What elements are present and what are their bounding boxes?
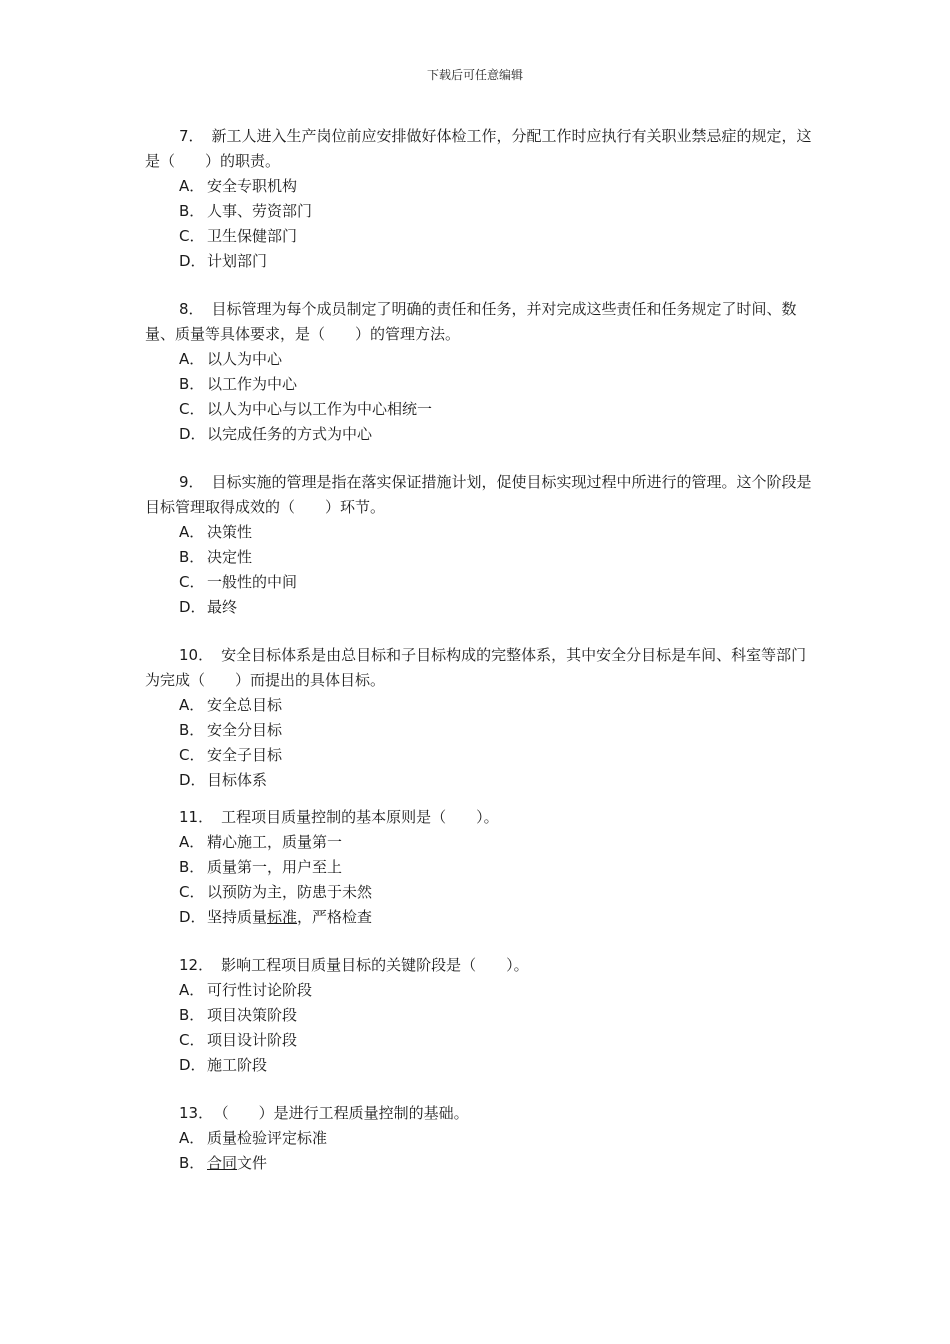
option-text: 目标体系 — [207, 771, 268, 789]
option-letter: D． — [179, 1056, 206, 1074]
option-letter: B． — [179, 721, 205, 739]
option-b — [145, 199, 815, 224]
option-c — [145, 880, 815, 905]
question-12 — [145, 953, 815, 1078]
question-text: 目标管理为每个成员制定了明确的责任和任务，并对完成这些责任和任务规定了时间、数量、质量等具体要求，是（ ）的管理方法。 — [145, 300, 797, 343]
option-letter: A． — [179, 833, 205, 851]
option-text: 以工作为中心 — [207, 375, 298, 393]
question-stem — [145, 805, 815, 830]
option-letter: C． — [179, 573, 205, 591]
option-text-post: ，严格检查 — [297, 908, 373, 926]
option-text: 计划部门 — [207, 252, 268, 270]
option-d — [145, 905, 815, 930]
option-letter: D． — [179, 425, 206, 443]
option-text: 可行性讨论阶段 — [207, 981, 313, 999]
option-letter: D． — [179, 598, 206, 616]
option-text: 一般性的中间 — [207, 573, 298, 591]
question-list — [145, 124, 815, 1199]
option-c — [145, 224, 815, 249]
option-letter: A． — [179, 350, 205, 368]
option-d — [145, 422, 815, 447]
option-text: 卫生保健部门 — [207, 227, 298, 245]
option-letter: C． — [179, 227, 205, 245]
question-11 — [145, 805, 815, 930]
option-a — [145, 1126, 815, 1151]
option-a — [145, 520, 815, 545]
option-letter: D． — [179, 252, 206, 270]
question-stem — [145, 124, 815, 174]
option-text: 安全专职机构 — [207, 177, 298, 195]
option-d — [145, 768, 815, 793]
question-13 — [145, 1101, 815, 1176]
option-d — [145, 595, 815, 620]
option-letter: C． — [179, 400, 205, 418]
option-text: 安全总目标 — [207, 696, 283, 714]
question-text: 安全目标体系是由总目标和子目标构成的完整体系，其中安全分目标是车间、科室等部门为完成（ ）而提出的具体目标。 — [145, 646, 807, 689]
question-stem — [145, 297, 815, 347]
option-letter: A． — [179, 1129, 205, 1147]
option-letter: B． — [179, 202, 205, 220]
option-text-post: 文件 — [237, 1154, 268, 1172]
option-text: 施工阶段 — [207, 1056, 268, 1074]
question-number: 7． — [179, 127, 204, 145]
option-text-link[interactable]: 标准 — [267, 908, 298, 926]
option-b — [145, 372, 815, 397]
option-text: 以人为中心与以工作为中心相统一 — [207, 400, 433, 418]
option-text: 质量第一，用户至上 — [207, 858, 343, 876]
question-8 — [145, 297, 815, 447]
question-text: 目标实施的管理是指在落实保证措施计划，促使目标实现过程中所进行的管理。这个阶段是目标管理取得成效的（ ）环节。 — [145, 473, 812, 516]
option-text: 安全分目标 — [207, 721, 283, 739]
option-letter: B． — [179, 1154, 205, 1172]
option-text: 项目设计阶段 — [207, 1031, 298, 1049]
option-b — [145, 545, 815, 570]
question-stem — [145, 643, 815, 693]
option-a — [145, 347, 815, 372]
question-stem — [145, 470, 815, 520]
question-number: 9． — [179, 473, 204, 491]
option-text: 决策性 — [207, 523, 253, 541]
question-number: 12． — [179, 956, 214, 974]
option-d — [145, 1053, 815, 1078]
option-c — [145, 570, 815, 595]
question-9 — [145, 470, 815, 620]
option-letter: D． — [179, 771, 206, 789]
option-letter: A． — [179, 523, 205, 541]
option-c — [145, 743, 815, 768]
option-letter: D． — [179, 908, 206, 926]
option-c — [145, 397, 815, 422]
question-number: 8． — [179, 300, 204, 318]
option-text: 安全子目标 — [207, 746, 283, 764]
option-letter: A． — [179, 981, 205, 999]
option-b — [145, 855, 815, 880]
question-stem — [145, 1101, 815, 1126]
option-letter: C． — [179, 883, 205, 901]
option-a — [145, 830, 815, 855]
option-b — [145, 1151, 815, 1176]
option-text-pre: 坚持质量 — [207, 908, 268, 926]
option-letter: A． — [179, 177, 205, 195]
option-d — [145, 249, 815, 274]
question-stem — [145, 953, 815, 978]
question-text: 工程项目质量控制的基本原则是（ ）。 — [221, 808, 499, 826]
option-c — [145, 1028, 815, 1053]
option-b — [145, 718, 815, 743]
option-letter: C． — [179, 1031, 205, 1049]
page-header: 下载后可任意编辑 — [426, 68, 523, 82]
option-a — [145, 978, 815, 1003]
option-letter: B． — [179, 1006, 205, 1024]
question-number: 13． — [179, 1104, 214, 1122]
option-letter: A． — [179, 696, 205, 714]
option-letter: B． — [179, 548, 205, 566]
option-a — [145, 174, 815, 199]
question-text: 新工人进入生产岗位前应安排做好体检工作，分配工作时应执行有关职业禁忌症的规定，这是（ ）的职责。 — [145, 127, 812, 170]
option-a — [145, 693, 815, 718]
option-text: 以完成任务的方式为中心 — [207, 425, 373, 443]
question-text: 影响工程项目质量目标的关键阶段是（ ）。 — [221, 956, 529, 974]
question-7 — [145, 124, 815, 274]
option-text: 以预防为主，防患于未然 — [207, 883, 373, 901]
option-letter: B． — [179, 858, 205, 876]
option-text: 精心施工，质量第一 — [207, 833, 343, 851]
option-text-link[interactable]: 合同 — [207, 1154, 238, 1172]
option-letter: C． — [179, 746, 205, 764]
question-number: 10． — [179, 646, 214, 664]
question-text: （ ）是进行工程质量控制的基础。 — [221, 1104, 469, 1122]
option-text: 项目决策阶段 — [207, 1006, 298, 1024]
option-text: 最终 — [207, 598, 238, 616]
option-text: 以人为中心 — [207, 350, 283, 368]
question-number: 11． — [179, 808, 214, 826]
option-text: 质量检验评定标准 — [207, 1129, 328, 1147]
option-text: 人事、劳资部门 — [207, 202, 313, 220]
question-10 — [145, 643, 815, 793]
option-letter: B． — [179, 375, 205, 393]
option-b — [145, 1003, 815, 1028]
option-text: 决定性 — [207, 548, 253, 566]
